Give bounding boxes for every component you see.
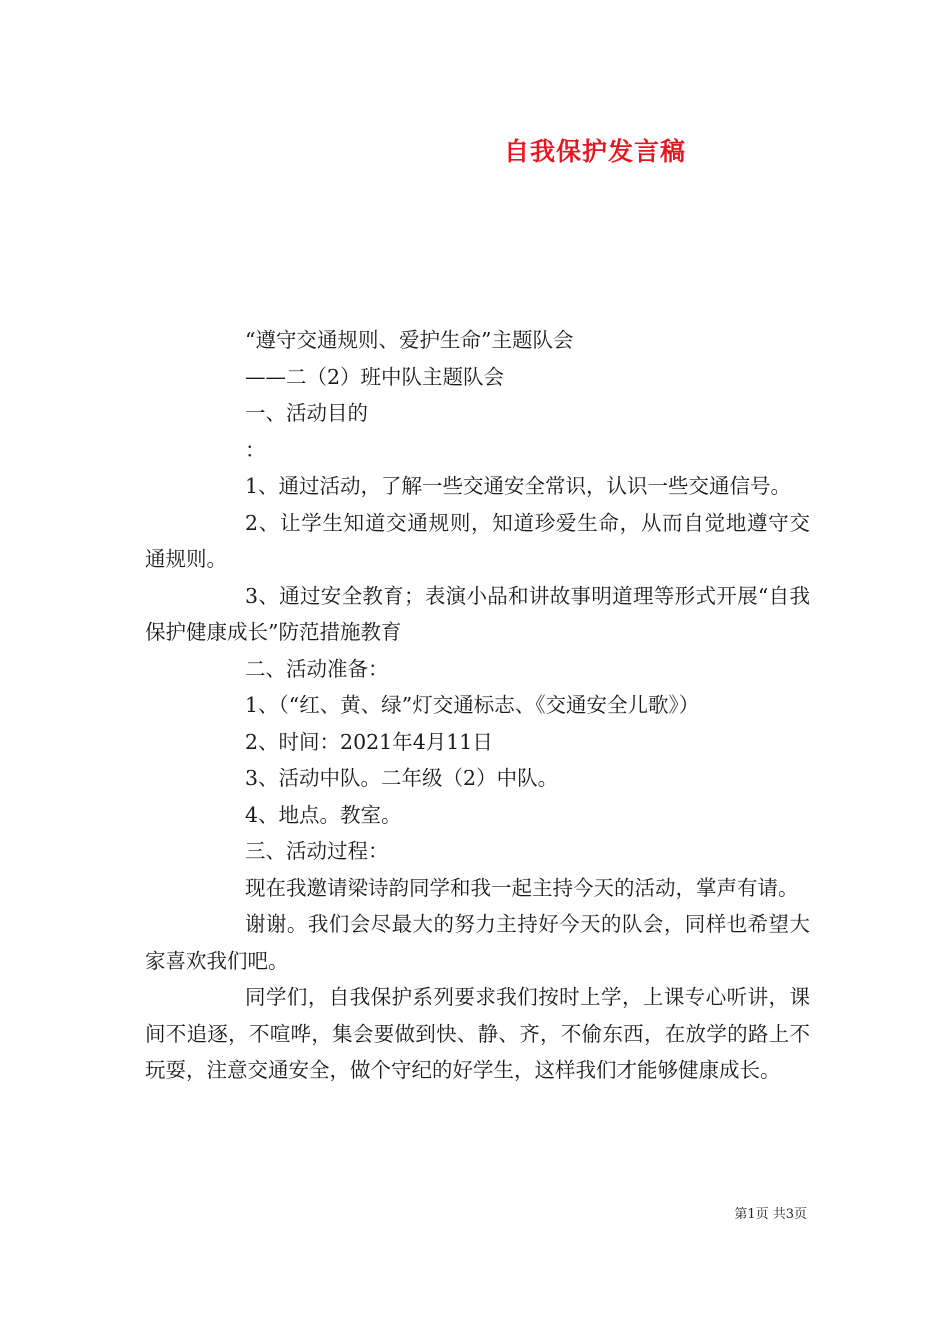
paragraph-9: 1、（“红、黄、绿”灯交通标志、《交通安全儿歌》）: [245, 693, 700, 717]
page-footer: 第1页 共3页: [734, 1207, 807, 1222]
paragraph-11: 3、活动中队。二年级（2）中队。: [245, 766, 559, 790]
paragraph-16: 同学们，自我保护系列要求我们按时上学，上课专心听讲，课间不追逐，不喧哗，集会要做到快、静、齐，不偷东西，在放学的路上不玩耍，注意交通安全，做个守纪的好学生，这样我们才能够健康成长。: [145, 985, 810, 1082]
paragraph-8: 二、活动准备：: [245, 656, 389, 681]
document-body: [145, 322, 810, 1089]
paragraph-13: 三、活动过程：: [245, 839, 389, 863]
paragraph-3: 一、活动目的: [245, 401, 368, 425]
paragraph-5: 1、通过活动，了解一些交通安全常识，认识一些交通信号。: [245, 474, 792, 498]
document-title: 自我保护发言稿: [503, 137, 686, 166]
paragraph-7: 3、通过安全教育；表演小品和讲故事明道理等形式开展“自我保护健康成长”防范措施教育: [145, 583, 810, 644]
paragraph-10: 2、时间：2021年4月11日: [245, 729, 493, 754]
paragraph-12: 4、地点。教室。: [245, 802, 402, 827]
paragraph-4: ：: [245, 437, 266, 462]
paragraph-1: “遵守交通规则、爱护生命”主题队会: [245, 328, 574, 352]
paragraph-15: 谢谢。我们会尽最大的努力主持好今天的队会，同样也希望大家喜欢我们吧。: [145, 912, 810, 973]
paragraph-2: ——二（2）班中队主题队会: [245, 364, 505, 389]
paragraph-6: 2、让学生知道交通规则，知道珍爱生命，从而自觉地遵守交通规则。: [145, 510, 810, 571]
paragraph-14: 现在我邀请梁诗韵同学和我一起主持今天的活动，掌声有请。: [245, 875, 799, 900]
